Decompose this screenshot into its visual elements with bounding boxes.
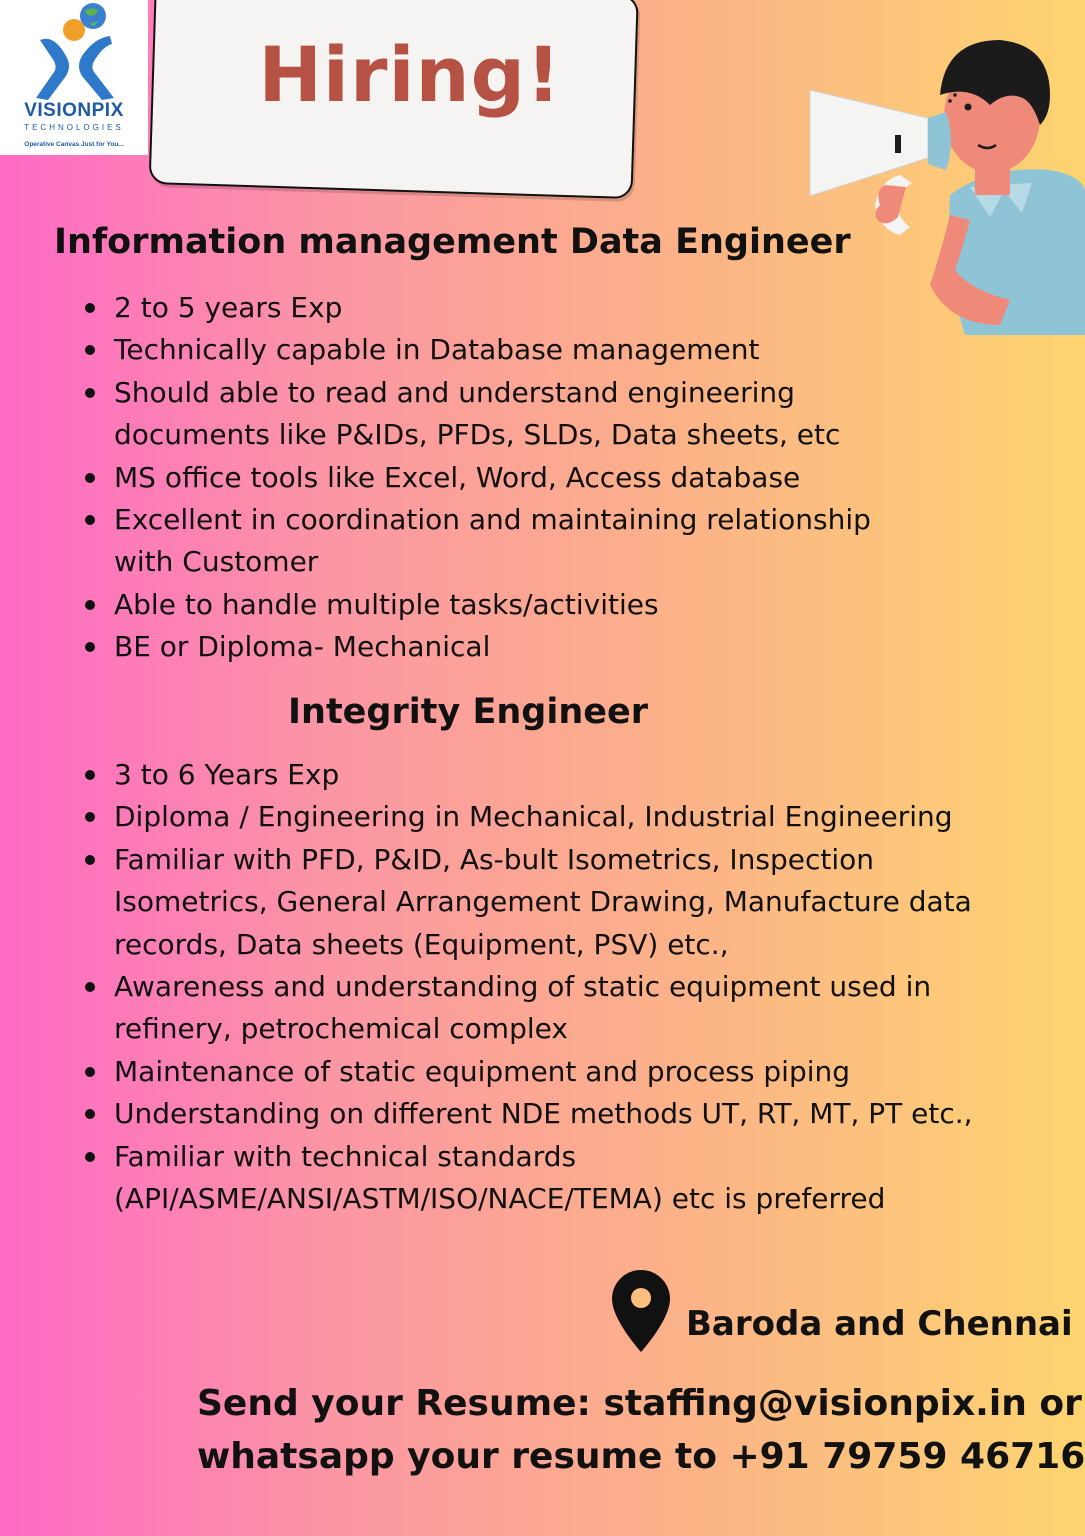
job-location: Baroda and Chennai: [686, 1304, 1073, 1344]
list-item: [114, 966, 1034, 1051]
hiring-title: Hiring!: [258, 30, 562, 119]
list-item-text: Excellent in coordination and maintaining relationship with Customer: [114, 503, 871, 579]
list-item: [114, 499, 934, 584]
requirements-list-data-engineer: [78, 287, 934, 669]
list-item-text: Familiar with technical standards (API/ASME/ANSI/ASTM/ISO/NACE/TEMA) etc is preferred: [114, 1139, 886, 1216]
company-logo: [0, 0, 148, 155]
job-title-integrity-engineer: Integrity Engineer: [288, 692, 648, 732]
brand-tagline: Operative Canvas Just for You...: [24, 141, 124, 148]
list-item-text: Familiar with PFD, P&ID, As-bult Isometrics, Inspection Isometrics, General Arrangement Drawing, Manufacture data records, Data sheets (Equipment, PSV) etc.,: [114, 842, 972, 961]
list-item: BE or Diploma- Mechanical: [114, 626, 934, 668]
job-title-data-engineer: Information management Data Engineer: [54, 222, 851, 262]
list-item: [114, 372, 934, 457]
list-item: Understanding on different NDE methods UT, RT, MT, PT etc.,: [114, 1093, 1034, 1135]
list-item-text: Awareness and understanding of static equipment used in refinery, petrochemical complex: [114, 970, 932, 1046]
brand-subtitle: TECHNOLOGIES: [24, 123, 124, 132]
list-item: [114, 839, 1034, 966]
location-pin-icon: [612, 1270, 670, 1352]
list-item-text: Should able to read and understand engineering documents like P&IDs, PFDs, SLDs, Data sheets, etc: [114, 375, 841, 452]
brand-name: VISIONPIX: [24, 100, 124, 121]
list-item: Diploma / Engineering in Mechanical, Industrial Engineering: [114, 796, 1034, 838]
list-item: 2 to 5 years Exp: [114, 287, 934, 329]
list-item: Maintenance of static equipment and process piping: [114, 1051, 1034, 1093]
contact-whatsapp-line: whatsapp your resume to +91 79759 46716: [197, 1436, 1085, 1477]
list-item: MS office tools like Excel, Word, Access database: [114, 457, 934, 499]
list-item: [114, 1136, 1034, 1221]
list-item: Technically capable in Database management: [114, 329, 934, 371]
list-item: 3 to 6 Years Exp: [114, 754, 1034, 796]
contact-email-line: Send your Resume: staffing@visionpix.in or: [197, 1383, 1082, 1424]
list-item: Able to handle multiple tasks/activities: [114, 584, 934, 626]
visionpix-logo-icon: [0, 0, 148, 100]
requirements-list-integrity-engineer: [78, 754, 1034, 1220]
